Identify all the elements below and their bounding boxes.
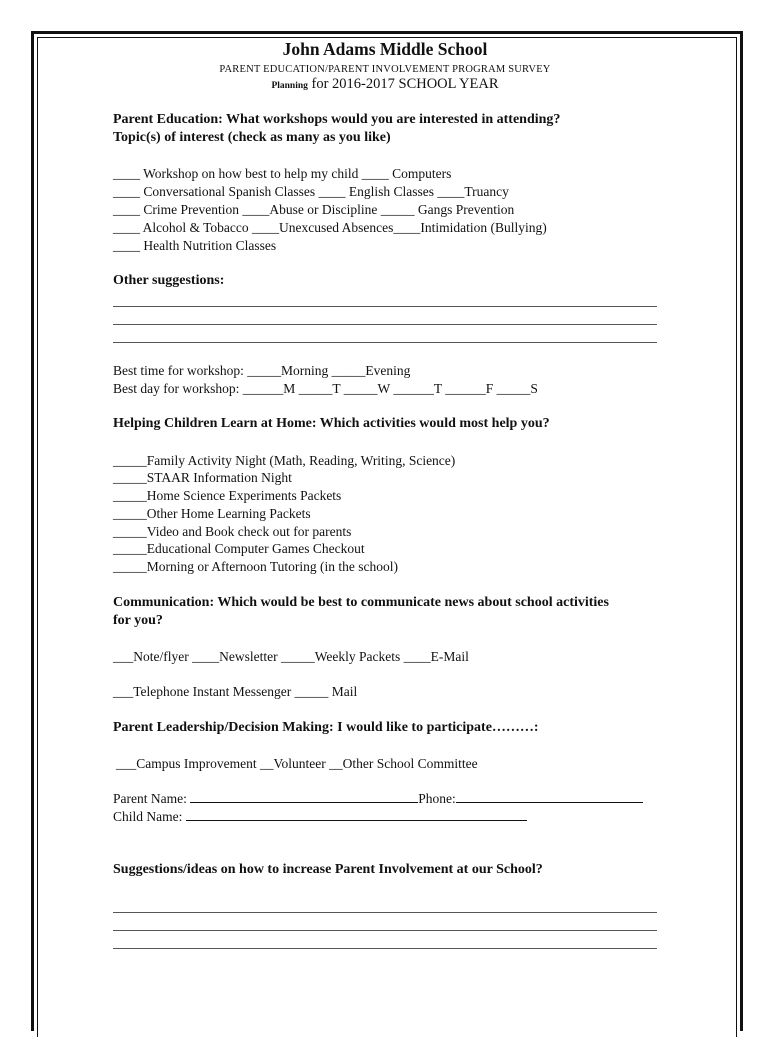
child-name-field[interactable] [186,809,527,821]
workshop-topic-row[interactable]: ____ Crime Prevention ____Abuse or Discipline _____ Gangs Prevention [113,202,515,217]
workshop-topic-row[interactable]: ____ Alcohol & Tobacco ____Unexcused Absences____Intimidation (Bullying) [113,220,547,235]
other-suggestions-line-3[interactable] [113,342,657,343]
activity-item[interactable]: _____Other Home Learning Packets [113,506,311,521]
activity-item[interactable]: _____Video and Book check out for parents [113,524,352,539]
involvement-line-1[interactable] [113,912,657,913]
activity-item[interactable]: _____Home Science Experiments Packets [113,488,342,503]
child-name-row [113,809,527,825]
workshop-topic-row[interactable]: ____ Health Nutrition Classes [113,238,277,253]
other-suggestions-line-2[interactable] [113,324,657,325]
parent-name-row [113,791,643,807]
planning-year: for 2016-2017 SCHOOL YEAR [307,76,499,92]
involvement-line-2[interactable] [113,930,657,931]
best-day-line[interactable]: Best day for workshop: ______M _____T _____W ______T ______F _____S [113,381,538,396]
planning-line [0,76,770,93]
activity-item[interactable]: _____Morning or Afternoon Tutoring (in the school) [113,559,398,574]
best-time-line[interactable]: Best time for workshop: _____Morning _____Evening [113,363,411,378]
other-suggestions-label: Other suggestions: [113,273,225,288]
child-name-label: Child Name: [113,809,186,824]
parent-education-question: Parent Education: What workshops would you are interested in attending? [113,112,561,127]
communication-options-2[interactable]: ___Telephone Instant Messenger _____ Mail [113,684,358,699]
activity-item[interactable]: _____Family Activity Night (Math, Reading, Writing, Science) [113,453,456,468]
leadership-question: Parent Leadership/Decision Making: I would like to participate………: [113,720,539,735]
phone-field[interactable] [456,791,643,803]
parent-name-field[interactable] [190,791,418,803]
leadership-options[interactable]: ___Campus Improvement __Volunteer __Other School Committee [116,756,478,771]
school-title: John Adams Middle School [282,39,488,59]
communication-question: Communication: Which would be best to communicate news about school activities [113,595,609,610]
parent-name-label: Parent Name: [113,791,191,806]
other-suggestions-line-1[interactable] [113,306,657,307]
involvement-question: Suggestions/ideas on how to increase Parent Involvement at our School? [113,862,543,877]
workshop-topic-row[interactable]: ____ Conversational Spanish Classes ____ English Classes ____Truancy [113,184,509,199]
activity-item[interactable]: _____Educational Computer Games Checkout [113,541,365,556]
phone-label: Phone: [418,791,456,806]
helping-children-question: Helping Children Learn at Home: Which activities would most help you? [113,416,550,431]
topics-instruction: Topic(s) of interest (check as many as you like) [113,130,391,145]
workshop-topic-row[interactable]: ____ Workshop on how best to help my child ____ Computers [113,166,452,181]
communication-options-1[interactable]: ___Note/flyer ____Newsletter _____Weekly Packets ____E-Mail [113,649,469,664]
planning-prefix: Planning [271,81,308,91]
activity-item[interactable]: _____STAAR Information Night [113,470,292,485]
involvement-line-3[interactable] [113,948,657,949]
communication-question-cont: for you? [113,613,163,628]
survey-subtitle: PARENT EDUCATION/PARENT INVOLVEMENT PROGRAM SURVEY [219,64,551,75]
